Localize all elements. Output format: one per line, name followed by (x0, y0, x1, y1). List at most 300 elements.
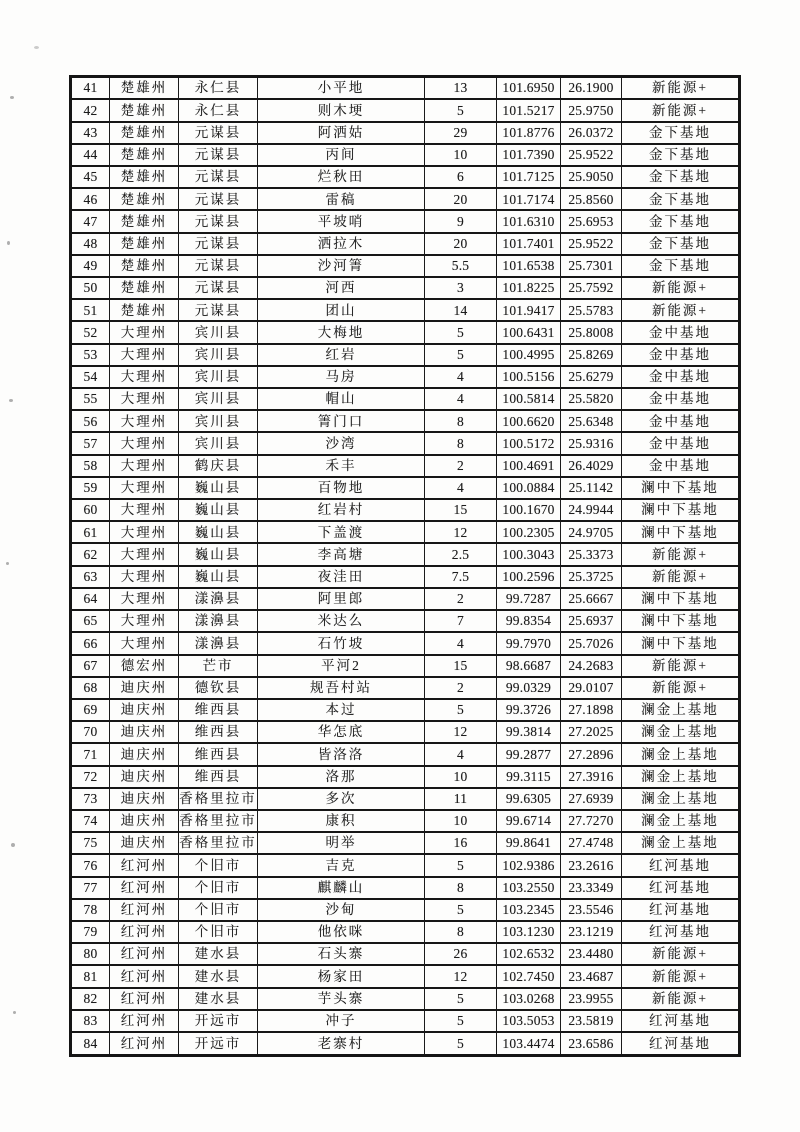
cell-category: 新能源+ (622, 566, 740, 588)
cell-site-name: 多次 (258, 788, 425, 810)
cell-prefecture: 楚雄州 (110, 166, 179, 188)
cell-prefecture: 迪庆州 (110, 810, 179, 832)
cell-row-number: 50 (71, 277, 110, 299)
cell-latitude: 27.2025 (561, 721, 622, 743)
cell-latitude: 25.6667 (561, 588, 622, 610)
cell-category: 新能源+ (622, 655, 740, 677)
table-row (71, 321, 740, 343)
cell-category: 澜中下基地 (622, 610, 740, 632)
cell-row-number: 63 (71, 566, 110, 588)
cell-longitude: 100.2305 (497, 521, 561, 543)
cell-category: 澜中下基地 (622, 632, 740, 654)
cell-county: 元谋县 (179, 210, 258, 232)
cell-prefecture: 红河州 (110, 988, 179, 1010)
cell-capacity: 15 (425, 655, 497, 677)
cell-longitude: 101.7390 (497, 144, 561, 166)
cell-row-number: 55 (71, 388, 110, 410)
cell-category: 新能源+ (622, 99, 740, 121)
cell-latitude: 29.0107 (561, 677, 622, 699)
cell-capacity: 10 (425, 766, 497, 788)
cell-site-name: 老寨村 (258, 1032, 425, 1056)
cell-latitude: 26.4029 (561, 455, 622, 477)
table-row (71, 810, 740, 832)
cell-capacity: 5 (425, 899, 497, 921)
cell-prefecture: 大理州 (110, 499, 179, 521)
cell-latitude: 25.6953 (561, 210, 622, 232)
cell-category: 新能源+ (622, 943, 740, 965)
cell-category: 新能源+ (622, 299, 740, 321)
cell-capacity: 29 (425, 122, 497, 144)
cell-longitude: 99.6714 (497, 810, 561, 832)
cell-capacity: 9 (425, 210, 497, 232)
table-row (71, 921, 740, 943)
cell-county: 漾濞县 (179, 588, 258, 610)
cell-category: 红河基地 (622, 1010, 740, 1032)
cell-longitude: 99.7970 (497, 632, 561, 654)
cell-site-name: 团山 (258, 299, 425, 321)
cell-row-number: 64 (71, 588, 110, 610)
cell-capacity: 5 (425, 699, 497, 721)
cell-longitude: 101.5217 (497, 99, 561, 121)
cell-latitude: 27.2896 (561, 743, 622, 765)
cell-county: 巍山县 (179, 499, 258, 521)
table-row (71, 877, 740, 899)
cell-longitude: 100.1670 (497, 499, 561, 521)
cell-latitude: 25.7301 (561, 255, 622, 277)
cell-latitude: 27.4748 (561, 832, 622, 854)
cell-row-number: 42 (71, 99, 110, 121)
cell-capacity: 3 (425, 277, 497, 299)
cell-site-name: 丙间 (258, 144, 425, 166)
cell-row-number: 70 (71, 721, 110, 743)
table-row (71, 299, 740, 321)
cell-prefecture: 楚雄州 (110, 255, 179, 277)
cell-longitude: 101.7174 (497, 188, 561, 210)
table-row (71, 188, 740, 210)
cell-prefecture: 大理州 (110, 388, 179, 410)
cell-prefecture: 楚雄州 (110, 122, 179, 144)
cell-row-number: 77 (71, 877, 110, 899)
cell-county: 宾川县 (179, 321, 258, 343)
cell-prefecture: 大理州 (110, 543, 179, 565)
table-row (71, 233, 740, 255)
cell-prefecture: 红河州 (110, 1010, 179, 1032)
cell-category: 金中基地 (622, 432, 740, 454)
cell-row-number: 66 (71, 632, 110, 654)
cell-longitude: 102.7450 (497, 965, 561, 987)
cell-capacity: 10 (425, 144, 497, 166)
cell-category: 新能源+ (622, 965, 740, 987)
table-row (71, 655, 740, 677)
cell-longitude: 100.3043 (497, 543, 561, 565)
cell-latitude: 25.3373 (561, 543, 622, 565)
cell-capacity: 5 (425, 321, 497, 343)
cell-row-number: 52 (71, 321, 110, 343)
cell-latitude: 24.2683 (561, 655, 622, 677)
cell-category: 澜中下基地 (622, 521, 740, 543)
cell-capacity: 12 (425, 721, 497, 743)
table-row (71, 1032, 740, 1056)
cell-category: 澜金上基地 (622, 699, 740, 721)
cell-county: 元谋县 (179, 255, 258, 277)
cell-longitude: 100.4995 (497, 344, 561, 366)
cell-site-name: 芋头寨 (258, 988, 425, 1010)
cell-longitude: 100.5172 (497, 432, 561, 454)
cell-capacity: 4 (425, 477, 497, 499)
cell-county: 德钦县 (179, 677, 258, 699)
cell-row-number: 71 (71, 743, 110, 765)
cell-county: 建水县 (179, 965, 258, 987)
cell-capacity: 12 (425, 965, 497, 987)
cell-longitude: 101.8225 (497, 277, 561, 299)
cell-capacity: 4 (425, 388, 497, 410)
cell-longitude: 100.6431 (497, 321, 561, 343)
cell-latitude: 23.4687 (561, 965, 622, 987)
cell-longitude: 101.9417 (497, 299, 561, 321)
table-row (71, 854, 740, 876)
cell-category: 金下基地 (622, 166, 740, 188)
cell-category: 新能源+ (622, 77, 740, 100)
cell-longitude: 101.7125 (497, 166, 561, 188)
cell-longitude: 101.6310 (497, 210, 561, 232)
cell-prefecture: 迪庆州 (110, 832, 179, 854)
table-row (71, 166, 740, 188)
cell-capacity: 10 (425, 810, 497, 832)
cell-category: 红河基地 (622, 854, 740, 876)
cell-latitude: 27.6939 (561, 788, 622, 810)
cell-category: 金下基地 (622, 210, 740, 232)
cell-prefecture: 大理州 (110, 632, 179, 654)
cell-site-name: 洛那 (258, 766, 425, 788)
table-row (71, 455, 740, 477)
cell-county: 巍山县 (179, 543, 258, 565)
cell-site-name: 红岩 (258, 344, 425, 366)
cell-prefecture: 大理州 (110, 455, 179, 477)
cell-site-name: 阿洒姑 (258, 122, 425, 144)
cell-capacity: 2 (425, 455, 497, 477)
cell-latitude: 25.3725 (561, 566, 622, 588)
table-row (71, 988, 740, 1010)
cell-county: 宾川县 (179, 388, 258, 410)
cell-county: 建水县 (179, 988, 258, 1010)
cell-row-number: 54 (71, 366, 110, 388)
cell-row-number: 83 (71, 1010, 110, 1032)
cell-capacity: 26 (425, 943, 497, 965)
cell-county: 元谋县 (179, 122, 258, 144)
cell-prefecture: 大理州 (110, 321, 179, 343)
cell-site-name: 平坡哨 (258, 210, 425, 232)
cell-prefecture: 大理州 (110, 344, 179, 366)
table-row (71, 543, 740, 565)
cell-longitude: 103.5053 (497, 1010, 561, 1032)
cell-row-number: 59 (71, 477, 110, 499)
cell-site-name: 烂秋田 (258, 166, 425, 188)
cell-capacity: 4 (425, 632, 497, 654)
table-row (71, 210, 740, 232)
cell-category: 澜金上基地 (622, 743, 740, 765)
cell-site-name: 平河2 (258, 655, 425, 677)
cell-longitude: 98.6687 (497, 655, 561, 677)
cell-latitude: 23.3349 (561, 877, 622, 899)
cell-longitude: 103.2345 (497, 899, 561, 921)
cell-longitude: 99.3814 (497, 721, 561, 743)
cell-capacity: 5 (425, 1032, 497, 1056)
cell-site-name: 明举 (258, 832, 425, 854)
table-row (71, 99, 740, 121)
cell-capacity: 5 (425, 344, 497, 366)
cell-category: 新能源+ (622, 277, 740, 299)
cell-site-name: 帽山 (258, 388, 425, 410)
table-row (71, 477, 740, 499)
cell-county: 元谋县 (179, 233, 258, 255)
cell-latitude: 25.9316 (561, 432, 622, 454)
cell-county: 永仁县 (179, 77, 258, 100)
cell-site-name: 夜洼田 (258, 566, 425, 588)
cell-latitude: 26.0372 (561, 122, 622, 144)
cell-row-number: 76 (71, 854, 110, 876)
cell-longitude: 100.5156 (497, 366, 561, 388)
cell-latitude: 27.1898 (561, 699, 622, 721)
cell-prefecture: 大理州 (110, 477, 179, 499)
cell-county: 元谋县 (179, 166, 258, 188)
cell-capacity: 7 (425, 610, 497, 632)
cell-county: 永仁县 (179, 99, 258, 121)
cell-county: 维西县 (179, 743, 258, 765)
cell-row-number: 47 (71, 210, 110, 232)
cell-county: 开远市 (179, 1010, 258, 1032)
cell-longitude: 103.0268 (497, 988, 561, 1010)
cell-longitude: 102.6532 (497, 943, 561, 965)
cell-county: 维西县 (179, 699, 258, 721)
cell-capacity: 5 (425, 988, 497, 1010)
cell-category: 红河基地 (622, 921, 740, 943)
cell-longitude: 100.4691 (497, 455, 561, 477)
cell-longitude: 99.0329 (497, 677, 561, 699)
cell-capacity: 7.5 (425, 566, 497, 588)
table-row (71, 388, 740, 410)
scan-speck (13, 1011, 16, 1014)
cell-site-name: 冲子 (258, 1010, 425, 1032)
cell-row-number: 78 (71, 899, 110, 921)
cell-latitude: 25.8269 (561, 344, 622, 366)
cell-prefecture: 楚雄州 (110, 277, 179, 299)
cell-category: 红河基地 (622, 899, 740, 921)
cell-prefecture: 迪庆州 (110, 766, 179, 788)
cell-category: 新能源+ (622, 543, 740, 565)
cell-category: 澜金上基地 (622, 788, 740, 810)
cell-row-number: 56 (71, 410, 110, 432)
table-row (71, 832, 740, 854)
cell-latitude: 24.9705 (561, 521, 622, 543)
cell-category: 澜金上基地 (622, 832, 740, 854)
scan-speck (6, 562, 9, 565)
cell-site-name: 洒拉木 (258, 233, 425, 255)
table-row (71, 499, 740, 521)
table-row (71, 277, 740, 299)
cell-site-name: 沙湾 (258, 432, 425, 454)
cell-longitude: 103.4474 (497, 1032, 561, 1056)
cell-capacity: 8 (425, 432, 497, 454)
cell-longitude: 99.3726 (497, 699, 561, 721)
cell-county: 维西县 (179, 721, 258, 743)
cell-prefecture: 德宏州 (110, 655, 179, 677)
cell-site-name: 红岩村 (258, 499, 425, 521)
cell-prefecture: 楚雄州 (110, 233, 179, 255)
cell-category: 金下基地 (622, 188, 740, 210)
cell-category: 红河基地 (622, 1032, 740, 1056)
cell-latitude: 25.7026 (561, 632, 622, 654)
cell-site-name: 康积 (258, 810, 425, 832)
table-row (71, 632, 740, 654)
cell-capacity: 14 (425, 299, 497, 321)
cell-row-number: 43 (71, 122, 110, 144)
cell-site-name: 小平地 (258, 77, 425, 100)
scan-speck (7, 241, 10, 245)
table-row (71, 344, 740, 366)
table-row (71, 699, 740, 721)
cell-latitude: 23.9955 (561, 988, 622, 1010)
table-row (71, 588, 740, 610)
cell-capacity: 5 (425, 854, 497, 876)
cell-row-number: 74 (71, 810, 110, 832)
table-row (71, 521, 740, 543)
cell-site-name: 规吾村站 (258, 677, 425, 699)
cell-prefecture: 迪庆州 (110, 721, 179, 743)
cell-prefecture: 楚雄州 (110, 299, 179, 321)
table-row (71, 899, 740, 921)
cell-latitude: 25.9050 (561, 166, 622, 188)
cell-category: 澜中下基地 (622, 588, 740, 610)
scan-speck (10, 96, 14, 99)
cell-row-number: 58 (71, 455, 110, 477)
cell-capacity: 15 (425, 499, 497, 521)
cell-county: 巍山县 (179, 566, 258, 588)
cell-longitude: 99.3115 (497, 766, 561, 788)
table-row (71, 788, 740, 810)
cell-latitude: 25.5783 (561, 299, 622, 321)
cell-county: 元谋县 (179, 144, 258, 166)
cell-county: 个旧市 (179, 877, 258, 899)
cell-site-name: 李高塘 (258, 543, 425, 565)
cell-longitude: 103.2550 (497, 877, 561, 899)
cell-category: 金下基地 (622, 144, 740, 166)
cell-latitude: 26.1900 (561, 77, 622, 100)
cell-county: 宾川县 (179, 410, 258, 432)
cell-capacity: 2 (425, 677, 497, 699)
cell-row-number: 62 (71, 543, 110, 565)
cell-longitude: 100.6620 (497, 410, 561, 432)
scan-speck (34, 46, 39, 49)
cell-county: 宾川县 (179, 366, 258, 388)
cell-capacity: 2 (425, 588, 497, 610)
cell-longitude: 99.8641 (497, 832, 561, 854)
table-row (71, 610, 740, 632)
cell-prefecture: 红河州 (110, 1032, 179, 1056)
cell-category: 澜金上基地 (622, 721, 740, 743)
cell-prefecture: 楚雄州 (110, 144, 179, 166)
cell-site-name: 雷稿 (258, 188, 425, 210)
table-row (71, 766, 740, 788)
cell-latitude: 25.1142 (561, 477, 622, 499)
table-row (71, 432, 740, 454)
cell-capacity: 5 (425, 1010, 497, 1032)
cell-county: 元谋县 (179, 299, 258, 321)
cell-latitude: 25.9522 (561, 233, 622, 255)
cell-row-number: 69 (71, 699, 110, 721)
cell-row-number: 45 (71, 166, 110, 188)
cell-site-name: 阿里郎 (258, 588, 425, 610)
cell-county: 香格里拉市 (179, 810, 258, 832)
table-row (71, 965, 740, 987)
cell-latitude: 23.5546 (561, 899, 622, 921)
cell-county: 漾濞县 (179, 610, 258, 632)
cell-row-number: 73 (71, 788, 110, 810)
cell-row-number: 46 (71, 188, 110, 210)
cell-latitude: 23.1219 (561, 921, 622, 943)
cell-category: 金中基地 (622, 388, 740, 410)
cell-prefecture: 迪庆州 (110, 677, 179, 699)
cell-latitude: 25.8008 (561, 321, 622, 343)
cell-category: 金中基地 (622, 455, 740, 477)
cell-site-name: 皆洛洛 (258, 743, 425, 765)
cell-category: 澜中下基地 (622, 477, 740, 499)
cell-latitude: 25.8560 (561, 188, 622, 210)
cell-category: 金中基地 (622, 344, 740, 366)
cell-category: 澜金上基地 (622, 766, 740, 788)
cell-site-name: 河西 (258, 277, 425, 299)
cell-county: 香格里拉市 (179, 788, 258, 810)
cell-county: 芒市 (179, 655, 258, 677)
cell-capacity: 6 (425, 166, 497, 188)
cell-capacity: 13 (425, 77, 497, 100)
cell-prefecture: 红河州 (110, 877, 179, 899)
cell-category: 红河基地 (622, 877, 740, 899)
cell-prefecture: 楚雄州 (110, 99, 179, 121)
cell-prefecture: 大理州 (110, 432, 179, 454)
cell-latitude: 25.9522 (561, 144, 622, 166)
table-row (71, 721, 740, 743)
cell-category: 澜中下基地 (622, 499, 740, 521)
cell-prefecture: 迪庆州 (110, 699, 179, 721)
table-row (71, 943, 740, 965)
cell-row-number: 60 (71, 499, 110, 521)
cell-capacity: 8 (425, 921, 497, 943)
cell-row-number: 44 (71, 144, 110, 166)
cell-county: 个旧市 (179, 899, 258, 921)
cell-capacity: 8 (425, 877, 497, 899)
cell-row-number: 68 (71, 677, 110, 699)
cell-latitude: 23.6586 (561, 1032, 622, 1056)
cell-row-number: 61 (71, 521, 110, 543)
table-row (71, 1010, 740, 1032)
cell-site-name: 马房 (258, 366, 425, 388)
cell-category: 新能源+ (622, 677, 740, 699)
cell-row-number: 67 (71, 655, 110, 677)
cell-county: 漾濞县 (179, 632, 258, 654)
cell-site-name: 沙河箐 (258, 255, 425, 277)
cell-site-name: 麒麟山 (258, 877, 425, 899)
cell-longitude: 100.5814 (497, 388, 561, 410)
cell-county: 个旧市 (179, 921, 258, 943)
cell-latitude: 25.5820 (561, 388, 622, 410)
cell-capacity: 2.5 (425, 543, 497, 565)
table-row (71, 255, 740, 277)
cell-prefecture: 红河州 (110, 854, 179, 876)
cell-latitude: 25.9750 (561, 99, 622, 121)
cell-county: 个旧市 (179, 854, 258, 876)
cell-latitude: 25.6937 (561, 610, 622, 632)
cell-county: 元谋县 (179, 277, 258, 299)
